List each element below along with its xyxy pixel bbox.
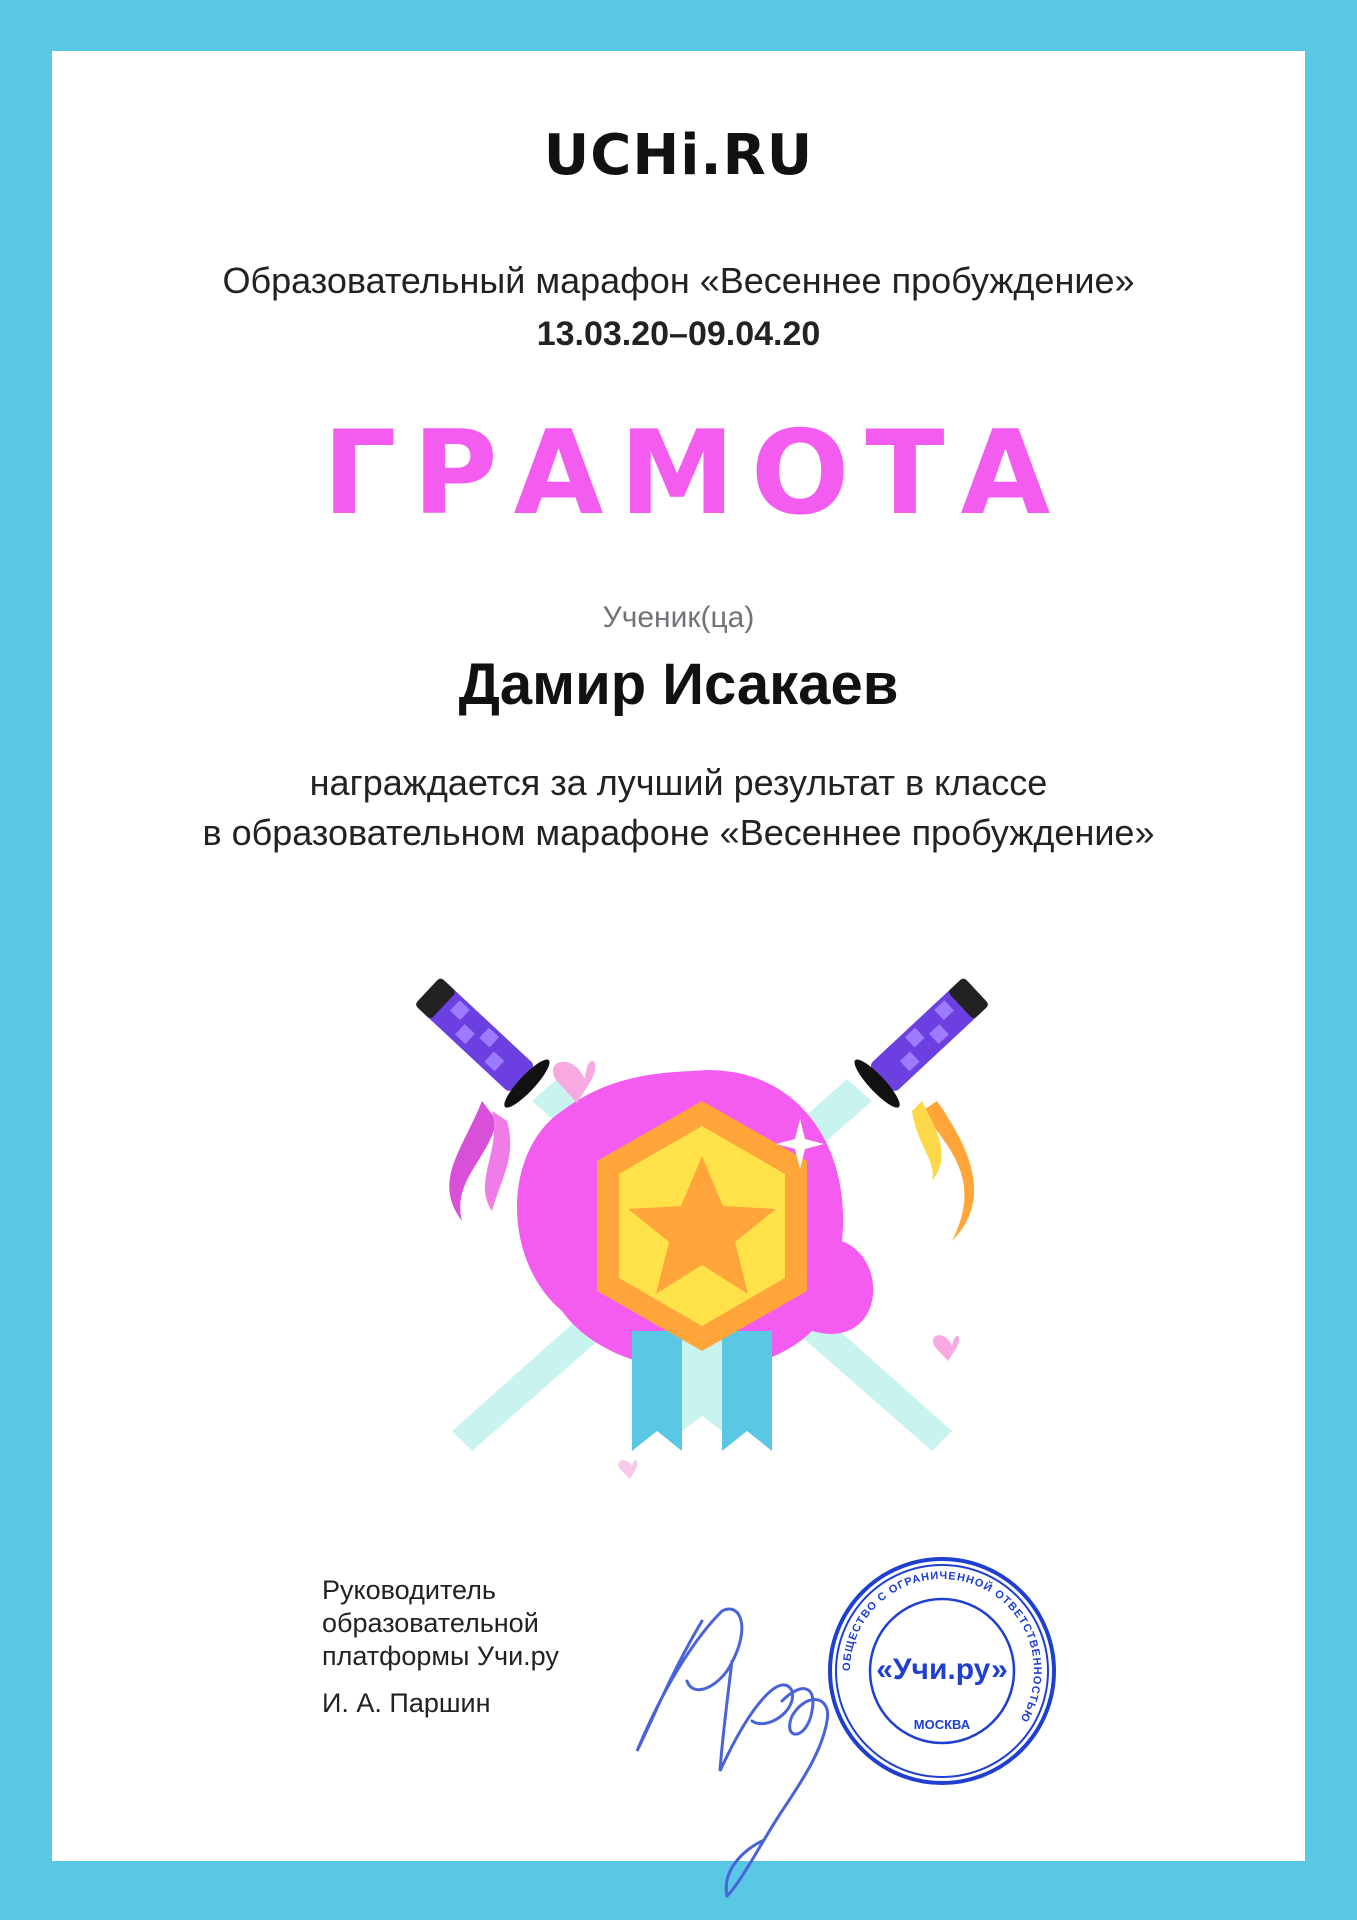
signatory-title [322, 1574, 559, 1673]
student-name: Дамир Исакаев [458, 652, 899, 717]
award-line-2: в образовательном марафоне «Весеннее пробуждение» [202, 812, 1155, 853]
heart-icon [618, 1460, 637, 1479]
stamp-ring-text: ОБЩЕСТВО С ОГРАНИЧЕННОЙ ОТВЕТСТВЕННОСТЬЮ [840, 1569, 1044, 1725]
signatory-block [322, 1574, 559, 1720]
signatory-title-line-1: Руководитель [322, 1575, 496, 1605]
company-stamp [822, 1551, 1062, 1791]
event-dates: 13.03.20–09.04.20 [536, 315, 821, 353]
certificate-title: ГРАМОТА [322, 406, 1067, 541]
uchi-logo: UCHi.RU [543, 123, 814, 188]
heart-icon [933, 1335, 959, 1361]
medal-emblem-illustration [392, 951, 1012, 1511]
signatory-title-line-3: платформы Учи.ру [322, 1641, 559, 1671]
award-line-1: награждается за лучший результат в классе [309, 762, 1048, 803]
certificate-sheet [52, 51, 1305, 1861]
award-description [52, 758, 1305, 858]
signatory-name: И. А. Паршин [322, 1688, 491, 1718]
stamp-center-text: «Учи.ру» [876, 1653, 1008, 1686]
star-medal-icon [597, 1101, 807, 1451]
student-label: Ученик(ца) [602, 601, 755, 634]
signatory-title-line-2: образовательной [322, 1608, 539, 1638]
event-title: Образовательный марафон «Весеннее пробуждение» [222, 260, 1135, 301]
stamp-city: МОСКВА [913, 1717, 971, 1732]
